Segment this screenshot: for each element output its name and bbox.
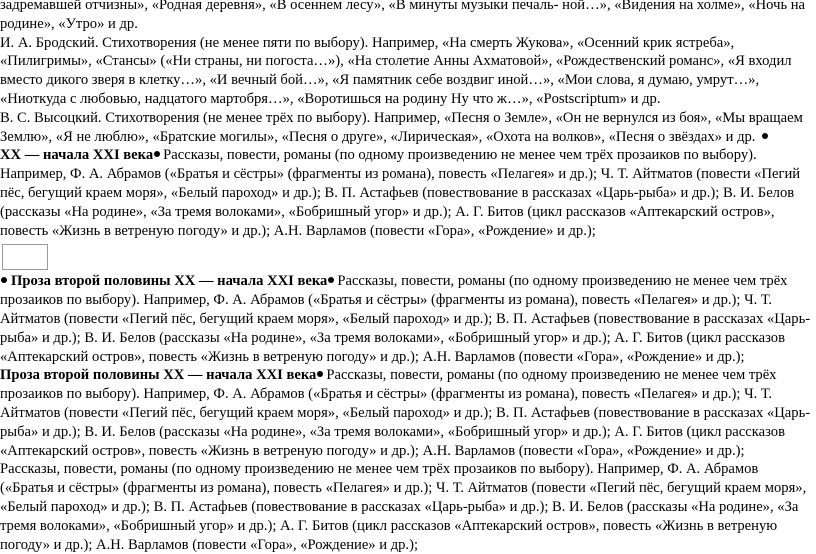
prose-section-4 bbox=[0, 460, 814, 554]
poems-esenin-continuation bbox=[0, 0, 814, 34]
paragraph-text: Рассказы, повести, романы (по одному произведению не менее чем трёх прозаиков по выбору). Например, Ф. А. Абрамов («Братья и сёстры» (фрагменты из романа), повесть «Пелагея» и др.); Ч. Т. Айтматов (повести «Пегий пёс, бегущий краем моря», «Белый пароход» и др.); В. П. Астафьев (повествование в рассказах «Царь-рыба» и др.); В. И. Белов (рассказы «На родине», «За тремя волоками», «Бобришный угор» и др.); А. Г. Битов (цикл рассказов «Аптекарский остров», повесть «Жизнь в ветреную погоду» и др.); А.Н. Варламов (повести «Гора», «Рождение» и др.); bbox=[0, 461, 807, 553]
section-heading: Проза второй половины XX — начала XXI века bbox=[11, 273, 328, 290]
paragraph-text: Рассказы, повести, романы (по одному произведению не менее чем трёх прозаиков по выбору). Например, Ф. А. Абрамов («Братья и сёстры» (фрагменты из романа), повесть «Пелагея» и др.); Ч. Т. Айтматов (повести «Пегий пёс, бегущий краем моря», «Белый пароход» и др.); В. П. Астафьев (повествование в рассказах «Царь-рыба» и др.); В. И. Белов (рассказы «На родине», «За тремя волоками», «Бобришный угор» и др.); А. Г. Битов (цикл рассказов «Аптекарский остров», повесть «Жизнь в ветреную погоду» и др.); А.Н. Варламов (повести «Гора», «Рождение» и др.); bbox=[0, 147, 801, 239]
poems-vysotsky bbox=[0, 109, 814, 147]
bullet-dot-icon bbox=[328, 277, 334, 283]
bullet-dot-icon bbox=[154, 151, 160, 157]
bullet-dot-icon bbox=[317, 371, 323, 377]
paragraph-text: Рассказы, повести, романы (по одному произведению не менее чем трёх прозаиков по выбору). Например, Ф. А. Абрамов («Братья и сёстры» (фрагменты из романа), повесть «Пелагея» и др.); Ч. Т. Айтматов (повести «Пегий пёс, бегущий краем моря», «Белый пароход» и др.); В. П. Астафьев (повествование в рассказах «Царь-рыба» и др.); В. И. Белов (рассказы «На родине», «За тремя волоками», «Бобришный угор» и др.); А. Г. Битов (цикл рассказов «Аптекарский остров», повесть «Жизнь в ветреную погоду» и др.); А.Н. Варламов (повести «Гора», «Рождение» и др.); bbox=[0, 273, 811, 365]
paragraph-text: Рассказы, повести, романы (по одному произведению не менее чем трёх прозаиков по выбору). Например, Ф. А. Абрамов («Братья и сёстры» (фрагменты из романа), повесть «Пелагея» и др.); Ч. Т. Айтматов (повести «Пегий пёс, бегущий краем моря», «Белый пароход» и др.); В. П. Астафьев (повествование в рассказах «Царь-рыба» и др.); В. И. Белов (рассказы «На родине», «За тремя волоками», «Бобришный угор» и др.); А. Г. Битов (цикл рассказов «Аптекарский остров», повесть «Жизнь в ветреную погоду» и др.); А.Н. Варламов (повести «Гора», «Рождение» и др.); bbox=[0, 367, 811, 459]
empty-box-placeholder bbox=[2, 244, 48, 270]
prose-section-2 bbox=[0, 272, 814, 366]
poems-brodsky bbox=[0, 34, 814, 109]
prose-section-3 bbox=[0, 366, 814, 460]
section-heading: Проза второй половины XX — начала XXI века bbox=[0, 367, 317, 384]
bullet-dot-icon bbox=[1, 277, 7, 283]
paragraph-text: И. А. Бродский. Стихотворения (не менее пяти по выбору). Например, «На смерть Жукова», «Осенний крик ястреба», «Пилигримы», «Стансы» («Ни страны, ни погоста…»), «На столетие Анны Ахматовой», «Рождественский романс», «Я входил вместо дикого зверя в клетку…», «И вечный бой…», «Я памятник себе воздвиг иной…», «Мои слова, я думаю, умрут…», «Ниоткуда с любовью, надцатого мартобря…», «Воротишься на родину Ну что ж…», «Postscriptum» и др. bbox=[0, 34, 792, 107]
prose-section-1 bbox=[0, 146, 814, 240]
bullet-dot-icon bbox=[762, 133, 768, 139]
paragraph-text: В. С. Высоцкий. Стихотворения (не менее трёх по выбору). Например, «Песня о Земле», «Он не вернулся из боя», «Мы вращаем Землю», «Я не люблю», «Братские могилы», «Песня о друге», «Лирическая», «Охота на волков», «Песня о звёздах» и др. bbox=[0, 109, 803, 145]
paragraph-text: задремавшей отчизны», «Родная деревня», «В осеннем лесу», «В минуты музыки печаль- ной…», «Видения на холме», «Ночь на родине», «Утро» и др. bbox=[0, 0, 806, 32]
section-heading: XX — начала XXI века bbox=[0, 147, 154, 164]
